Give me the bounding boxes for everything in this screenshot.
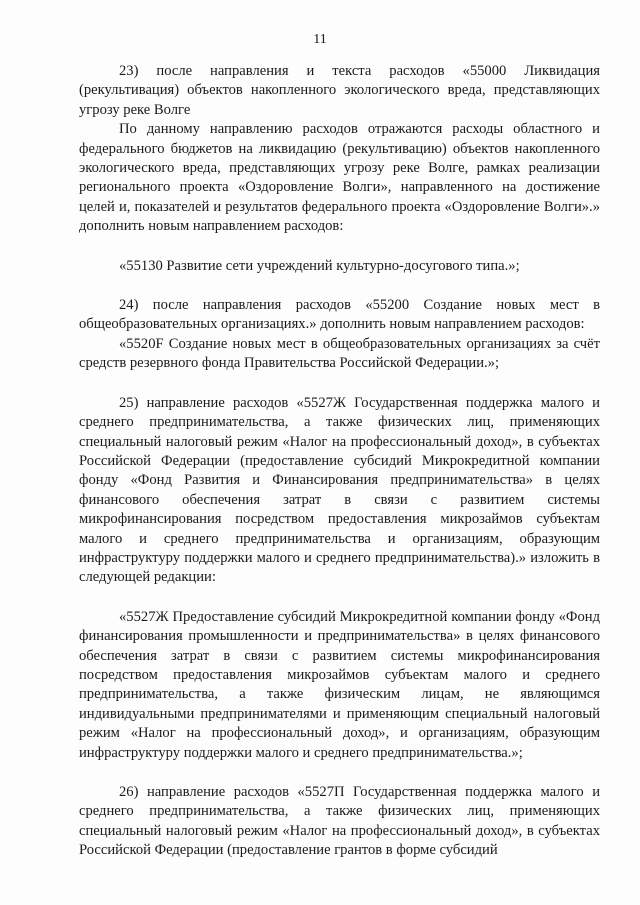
page-number: 11 bbox=[313, 32, 327, 47]
new-code-55130-paragraph: «55130 Развитие сети учреждений культурно-досугового типа.»; bbox=[119, 257, 520, 274]
item-24-paragraph: 24) после направления расходов «55200 Создание новых мест в общеобразовательных организациях.» дополнить новым направлением расходов: bbox=[79, 297, 600, 333]
item-23-paragraph: 23) после направления и текста расходов «55000 Ликвидация (рекультивация) объектов накопленного экологического вреда, представляющих угрозу реке Волге bbox=[79, 63, 600, 118]
new-code-5520f-paragraph: «5520F Создание новых мест в общеобразовательных организациях за счёт средств резервного фонда Правительства Российской Федерации.»; bbox=[79, 335, 600, 372]
new-code-5527zh-paragraph: «5527Ж Предоставление субсидий Микрокредитной компании фонду «Фонд финансирования промышленности и предпринимательства» в целях финансового обеспечения затрат в связи с развитием системы микрофинансирования посредством предоставления микрозаймов субъектам малого и среднего предпринимательства, а также физическим лицам, не являющимся индивидуальными предпринимателями и применяющим специальный налоговый режим «Налог на профессиональный доход», и организациям, образующим инфраструктуру поддержки малого и среднего предпринимательства.»; bbox=[79, 608, 600, 761]
item-23-description-paragraph: По данному направлению расходов отражаются расходы областного и федерального бюджетов на ликвидацию (рекультивацию) объектов накопленного экологического вреда, представляющих угрозу реке Волге, рамках реализации регионального проекта «Оздоровление Волги», направленного на достижение целей и, показателей и результатов федерального проекта «Оздоровление Волги».» дополнить новым направлением расходов: bbox=[79, 121, 600, 235]
item-26-paragraph: 26) направление расходов «5527П Государственная поддержка малого и среднего предпринимательства, а также физических лиц, применяющих специальный налоговый режим «Налог на профессиональный доход», в субъектах Российской Федерации (предоставление грантов в форме субсидий bbox=[79, 784, 600, 859]
item-25-paragraph: 25) направление расходов «5527Ж Государственная поддержка малого и среднего предпринимательства, а также физических лиц, применяющих специальный налоговый режим «Налог на профессиональный доход», в субъектах Российской Федерации (предоставление субсидий Микрокредитной компании фонду «Фонд Развития и Финансирования предпринимательства» в целях финансового обеспечения затрат в связи с развитием системы микрофинансирования посредством предоставления микрозаймов субъектам малого и среднего предпринимательства и организациям, образующим инфраструктуру поддержки малого и среднего предпринимательства).» изложить в следующей редакции: bbox=[79, 394, 600, 586]
document-body bbox=[79, 62, 600, 861]
